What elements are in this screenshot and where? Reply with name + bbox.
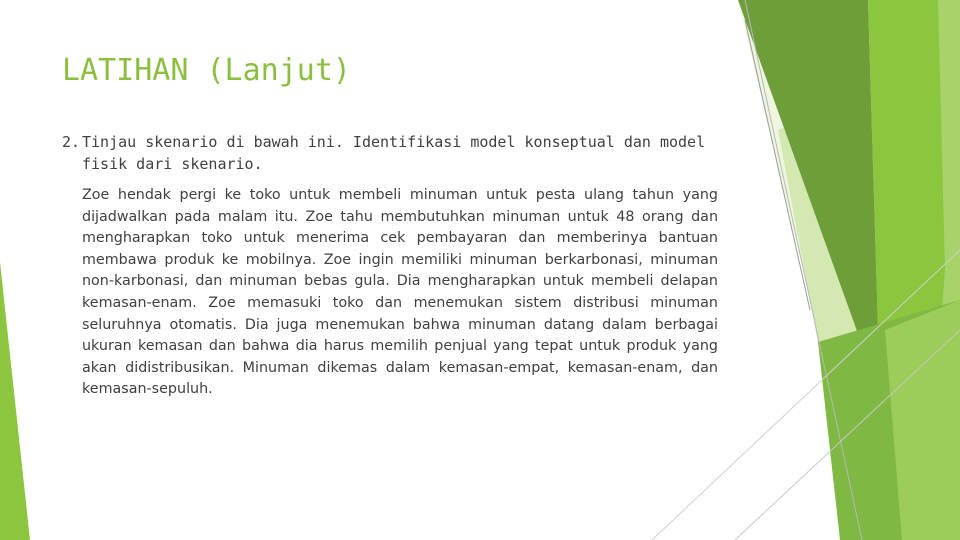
question-number: 2.: [62, 133, 81, 151]
slide-title: LATIHAN (Lanjut): [62, 53, 351, 88]
question-item: [62, 131, 718, 175]
slide-content: [62, 131, 718, 401]
left-facet: [0, 262, 30, 540]
scenario-paragraph: Zoe hendak pergi ke toko untuk membeli minuman untuk pesta ulang tahun yang dijadwalkan pada malam itu. Zoe tahu membutuhkan minuman untuk 48 orang dan mengharapkan toko untuk menerima cek pembayaran dan memberinya bantuan membawa produk ke mobilnya. Zoe ingin memiliki minuman berkarbonasi, minuman non-karbonasi, dan minuman bebas gula. Dia mengharapkan untuk membeli delapan kemasan-enam. Zoe memasuki toko dan menemukan sistem distribusi minuman seluruhnya otomatis. Dia juga menemukan bahwa minuman datang dalam berbagai ukuran kemasan dan bahwa dia harus memilih penjual yang tepat untuk produk yang akan didistribusikan. Minuman dikemas dalam kemasan-empat, kemasan-enam, dan kemasan-sepuluh.: [82, 187, 718, 398]
question-text: Tinjau skenario di bawah ini. Identifikasi model konseptual dan model fisik dari skenario.: [82, 133, 706, 173]
